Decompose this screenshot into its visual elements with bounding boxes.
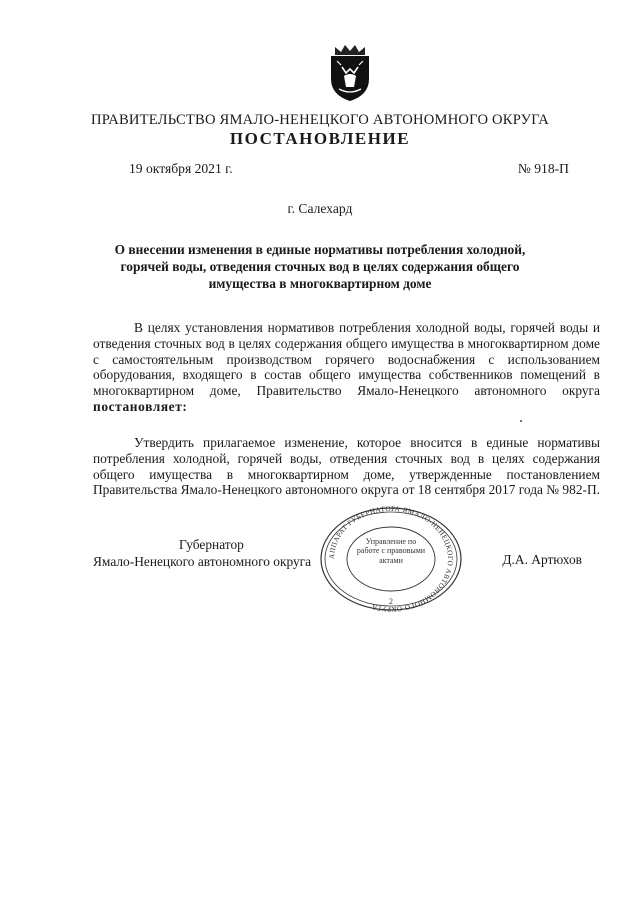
document-type: ПОСТАНОВЛЕНИЕ: [229, 129, 411, 148]
government-name: ПРАВИТЕЛЬСТВО ЯМАЛО-НЕНЕЦКОГО АВТОНОМНОГО ОКРУГА: [91, 112, 549, 128]
document-date: 19 октября 2021 г.: [129, 161, 233, 176]
signatory-position-line2: Ямало-Ненецкого автономного округа: [93, 554, 312, 569]
official-stamp: [318, 505, 464, 613]
signatory-name: Д.А. Артюхов: [502, 552, 582, 567]
coat-of-arms-emblem: [327, 43, 373, 103]
signatory-position: [93, 536, 353, 570]
resolves-keyword: постановляет:: [93, 398, 188, 414]
paragraph-preamble: [93, 320, 600, 415]
document-city: г. Салехард: [287, 201, 353, 216]
document-number: № 918-П: [517, 161, 569, 176]
preamble-text: В целях установления нормативов потребления холодной воды, горячей воды и отведения сточных вод в целях содержания общего имущества в многоквартирном доме с самостоятельным производством горячего водоснабжения с использованием оборудования, входящего в состав общего имущества собственников помещений в многоквартирном доме, Правительство Ямало-Ненецкого автономного округа: [93, 320, 600, 399]
signatory-position-line1: Губернатор: [179, 537, 244, 552]
document-title: О внесении изменения в единые нормативы потребления холодной, горячей воды, отведения сточных вод в целях содержания общего имущества в многоквартирном доме: [114, 242, 526, 291]
stamp-outer-text: АППАРАТ ГУБЕРНАТОРА ЯМАЛО-НЕНЕЦКОГО АВТОНОМНОГО ОКРУГА: [327, 505, 455, 613]
stamp-inner-text: Управление по работе с правовыми актами: [356, 537, 426, 565]
paragraph-resolution: Утвердить прилагаемое изменение, которое вносится в единые нормативы потребления холодной, горячей воды, отведения сточных вод в целях содержания общего имущества в многоквартирном доме, утвержденные постановлением Правительства Ямало-Ненецкого автономного округа от 18 сентября 2017 года № 982-П.: [93, 435, 600, 498]
stamp-number: 2: [389, 597, 393, 606]
speck: [520, 420, 522, 422]
